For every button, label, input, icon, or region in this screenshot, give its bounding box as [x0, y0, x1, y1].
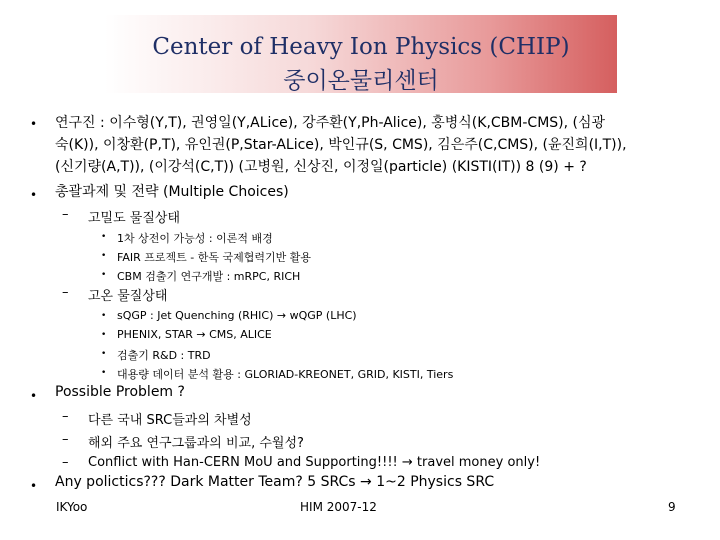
researchers-line-1: 연구진 : 이수형(Y,T), 권영일(Y,ALice), 강주환(Y,Ph-Alice), 홍병식(K,CBM-CMS), (심광 — [55, 115, 606, 131]
strategy-sub2-item-2: PHENIX, STAR → CMS, ALICE — [117, 328, 272, 341]
problem-item-1: 다른 국내 SRC들과의 차별성 — [88, 413, 252, 428]
bullet-glyph: • — [30, 479, 38, 493]
dash-glyph: – — [62, 207, 69, 222]
page-number: 9 — [668, 500, 676, 514]
strategy-sub1-item-1: 1차 상전이 가능성 : 이론적 배경 — [117, 232, 273, 245]
strategy-sub1-item-3: CBM 검출기 연구개발 : mRPC, RICH — [117, 270, 301, 283]
politics-text: Any polictics??? Dark Matter Team? 5 SRCs → 1~2 Physics SRC — [55, 474, 495, 490]
bullet-glyph: • — [101, 349, 107, 359]
dash-glyph: – — [62, 455, 69, 470]
bullet-glyph: • — [101, 270, 107, 280]
strategy-heading: 총괄과제 및 전략 (Multiple Choices) — [55, 184, 289, 200]
footer-author: IKYoo — [56, 500, 88, 514]
strategy-sub2-item-4: 대용량 데이터 분석 활용 : GLORIAD-KREONET, GRID, KISTI, Tiers — [117, 368, 454, 381]
dash-glyph: – — [62, 409, 69, 424]
strategy-sub2-item-1: sQGP : Jet Quenching (RHIC) → wQGP (LHC) — [117, 309, 357, 322]
bullet-glyph: • — [101, 251, 107, 261]
slide-title: Center of Heavy Ion Physics (CHIP) — [152, 34, 570, 60]
strategy-sub1-item-2: FAIR 프로젝트 - 한독 국제협력기반 활용 — [117, 251, 311, 264]
bullet-glyph: • — [101, 311, 107, 321]
strategy-sub1-label: 고밀도 물질상태 — [88, 211, 181, 226]
problem-item-2: 해외 주요 연구그룹과의 비교, 수월성? — [88, 436, 304, 451]
bullet-glyph: • — [30, 389, 38, 403]
bullet-glyph: • — [101, 232, 107, 242]
dash-glyph: – — [62, 285, 69, 300]
bullet-glyph: • — [101, 330, 107, 340]
bullet-glyph: • — [101, 368, 107, 378]
slide-subtitle-korean: 중이온물리센터 — [283, 68, 439, 94]
bullet-glyph: • — [30, 188, 38, 202]
researchers-line-2: 숙(K)), 이창환(P,T), 유인권(P,Star-ALice), 박인규(S, CMS), 김은주(C,CMS), (윤진희(I,T)), — [55, 137, 627, 153]
strategy-sub2-item-3: 검출기 R&D : TRD — [117, 349, 211, 362]
researchers-line-3: (신기량(A,T)), (이강석(C,T)) (고병원, 신상진, 이정일(particle) (KISTI(IT)) 8 (9) + ? — [55, 159, 587, 175]
problem-item-3: Conflict with Han-CERN MoU and Supporting!!!! → travel money only! — [88, 455, 541, 470]
problems-heading: Possible Problem ? — [55, 384, 185, 400]
dash-glyph: – — [62, 432, 69, 447]
bullet-glyph: • — [30, 117, 38, 131]
footer-event: HIM 2007-12 — [300, 500, 377, 514]
strategy-sub2-label: 고온 물질상태 — [88, 289, 168, 304]
